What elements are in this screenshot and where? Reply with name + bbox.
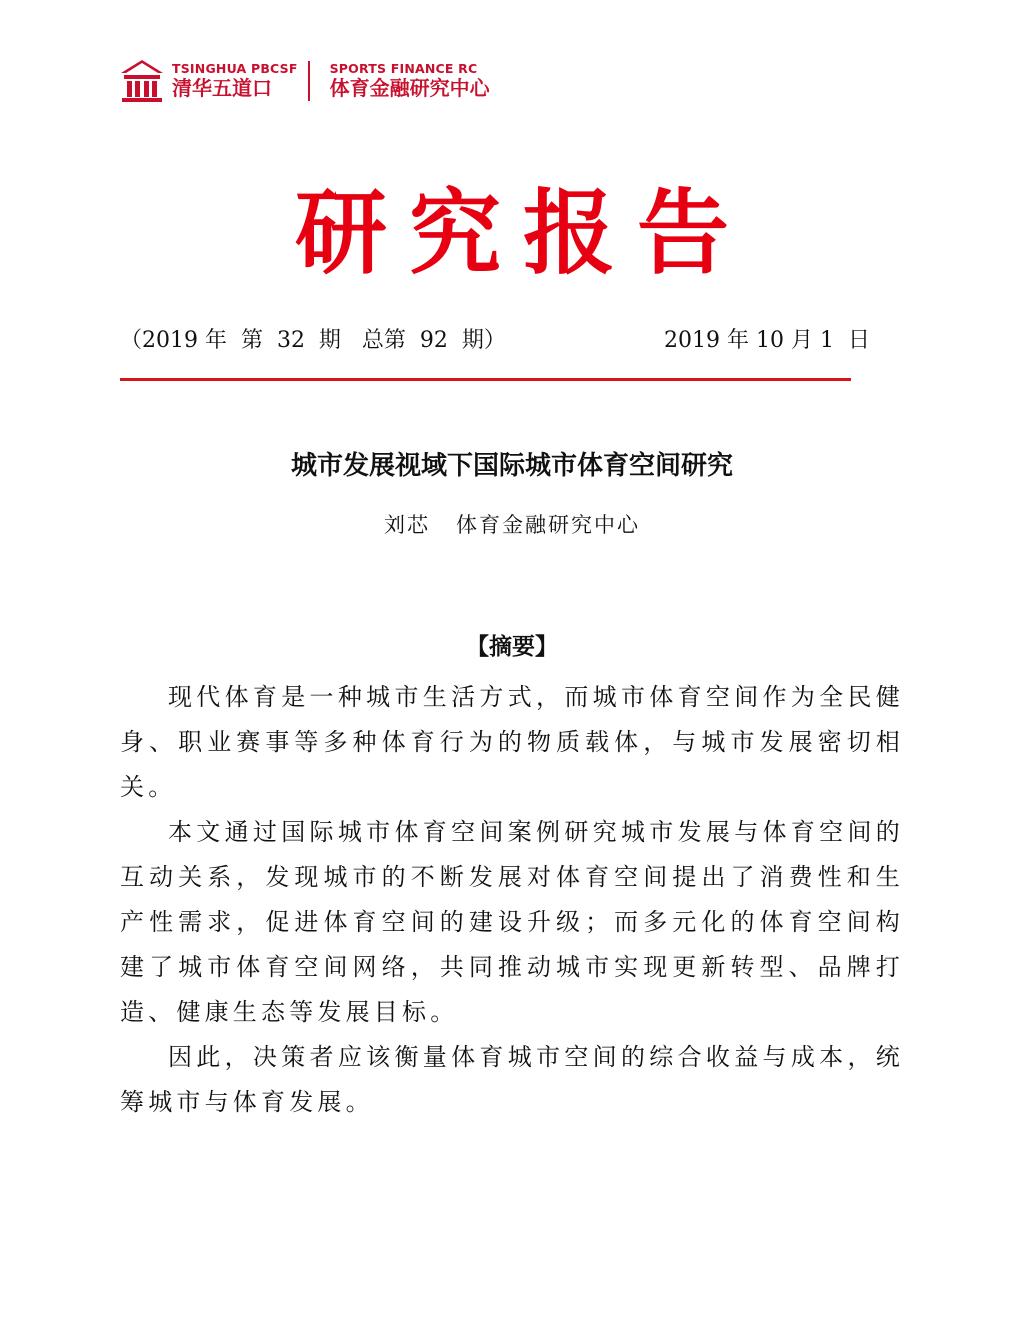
abstract-heading: 【摘要】 bbox=[466, 634, 558, 660]
org-name-en: TSINGHUA PBCSF bbox=[172, 61, 298, 76]
org-name-zh: 清华五道口 bbox=[172, 76, 272, 100]
abstract-paragraph: 本文通过国际城市体育空间案例研究城市发展与体育空间的互动关系，发现城市的不断发展对体育空间提出了消费性和生产性需求，促进体育空间的建设升级；而多元化的体育空间构建了城市体育空间网络，共同推动城市实现更新转型、品牌打造、健康生态等发展目标。 bbox=[120, 818, 904, 1026]
org-name-block bbox=[172, 62, 298, 100]
issue-number: （2019 年 第 32 期 总第 92 期） bbox=[120, 328, 506, 353]
logo-divider bbox=[308, 61, 310, 101]
abstract-paragraph: 现代体育是一种城市生活方式，而城市体育空间作为全民健身、职业赛事等多种体育行为的物质载体，与城市发展密切相关。 bbox=[120, 683, 904, 801]
author-line: 刘芯 体育金融研究中心 bbox=[383, 513, 641, 537]
report-title: 研究报告 bbox=[294, 179, 751, 287]
center-name-block bbox=[330, 62, 490, 100]
article-title: 城市发展视域下国际城市体育空间研究 bbox=[290, 451, 733, 481]
issue-date: 2019 年 10 月 1 日 bbox=[664, 328, 870, 353]
header-logo bbox=[120, 58, 490, 104]
center-name-zh: 体育金融研究中心 bbox=[329, 76, 490, 100]
tsinghua-pbcsf-emblem-icon bbox=[120, 59, 164, 103]
abstract-paragraph: 因此，决策者应该衡量体育城市空间的综合收益与成本，统筹城市与体育发展。 bbox=[120, 1043, 904, 1116]
center-name-en: SPORTS FINANCE RC bbox=[329, 61, 478, 76]
abstract-body bbox=[120, 675, 904, 1125]
header-red-rule bbox=[120, 378, 851, 381]
